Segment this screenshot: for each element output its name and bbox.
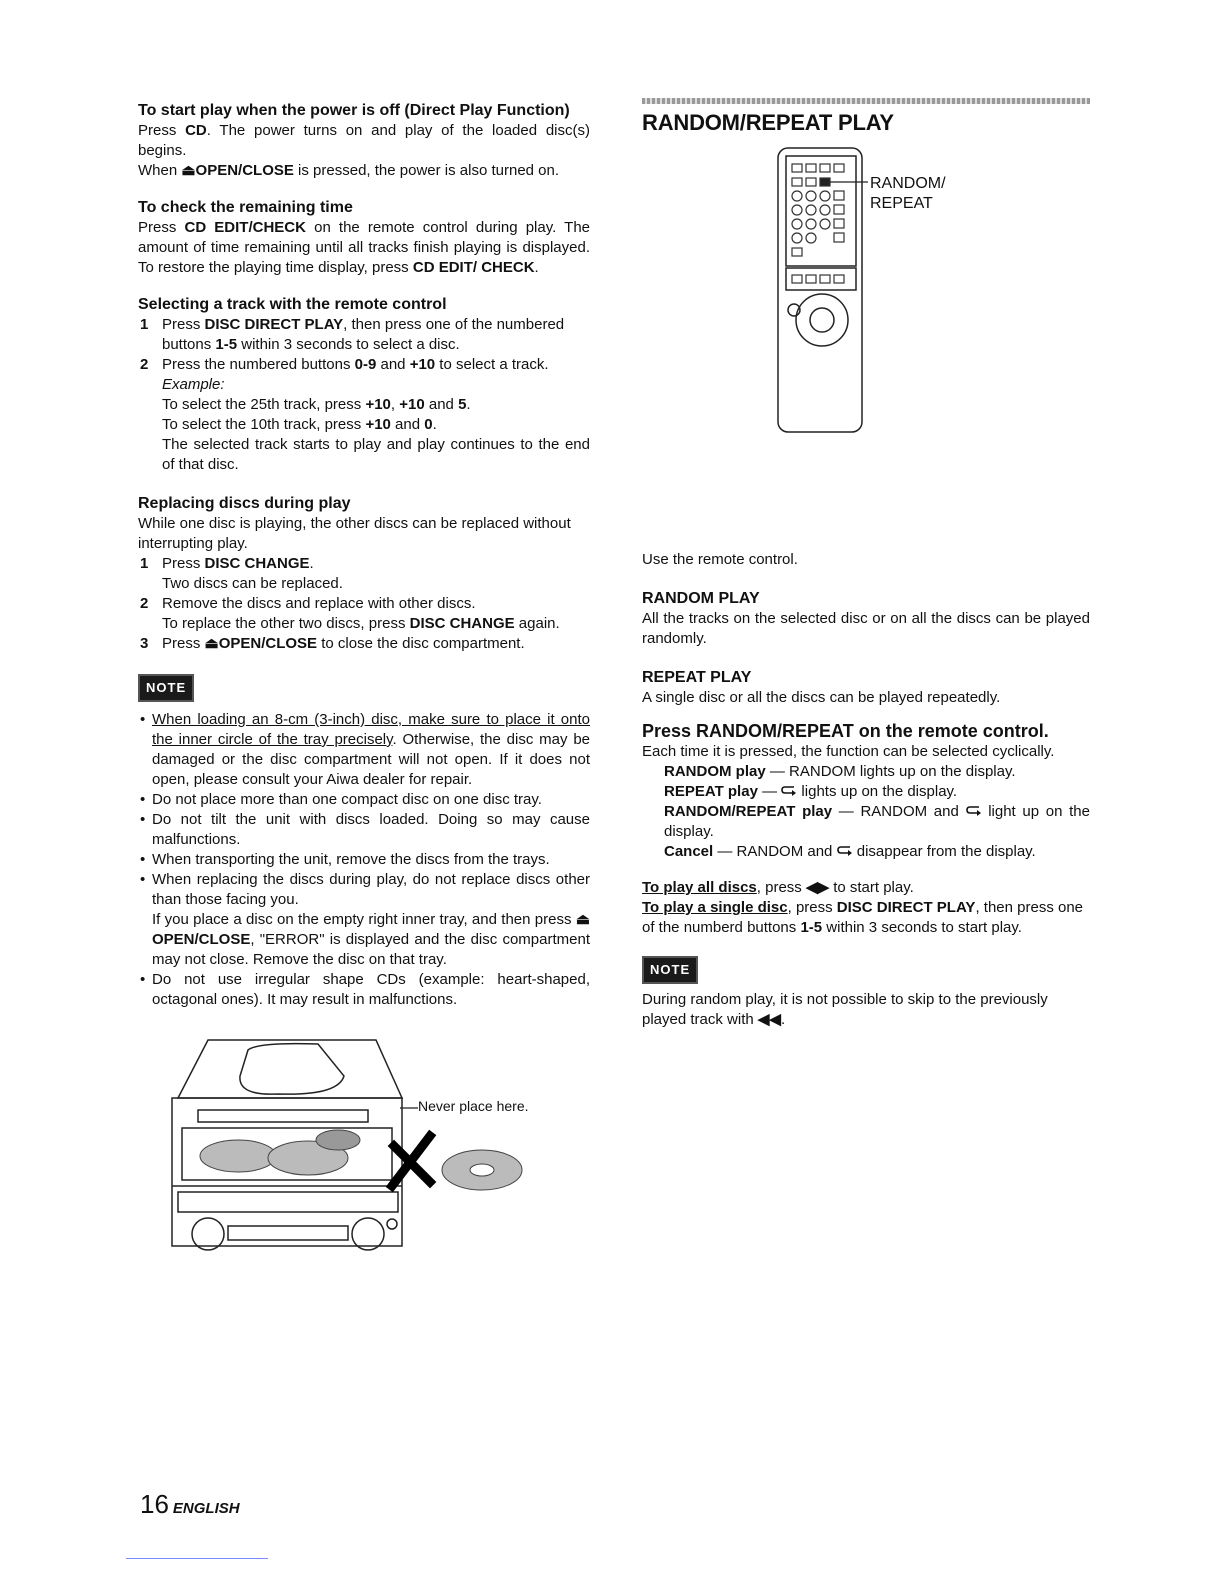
replacing-section [138, 493, 590, 654]
replacing-step-3: 3 Press ⏏OPEN/CLOSE to close the disc compartment. [140, 635, 525, 652]
remaining-time-section [138, 197, 590, 278]
footer-line [126, 1558, 268, 1559]
random-play-section [642, 588, 1090, 649]
random-repeat-label-2: REPEAT [870, 195, 933, 212]
replacing-step-1: 1 Press DISC CHANGE. Two discs can be replaced. [138, 554, 590, 594]
page-title: RANDOM/REPEAT PLAY [642, 110, 894, 135]
mode-random: RANDOM play — RANDOM lights up on the display. [664, 763, 1016, 780]
remaining-time-text: Press CD EDIT/CHECK on the remote control during play. The amount of time remaining until all tracks finish playing is displayed. To restore the playing time display, press CD EDIT/ CHECK. [138, 219, 590, 276]
example-line-1: To select the 25th track, press +10, +10 and 5. [162, 396, 471, 413]
play-instructions [642, 878, 1090, 938]
press-heading: Press RANDOM/REPEAT on the remote control. [642, 721, 1049, 741]
note-badge: NOTE [138, 674, 194, 702]
right-note-section [642, 956, 1090, 1030]
play-single-disc: To play a single disc, press DISC DIRECT PLAY, then press one of the numberd buttons 1-5 within 3 seconds to start play. [642, 899, 1084, 936]
press-random-repeat-section [642, 720, 1090, 862]
direct-play-section [138, 100, 590, 181]
direct-play-open-close-text: When ⏏OPEN/CLOSE is pressed, the power is also turned on. [138, 162, 560, 179]
play-all-discs: To play all discs, press ◀▶ to start play. [642, 879, 914, 896]
left-note-section [138, 674, 590, 1010]
remote-illustration [642, 144, 1090, 474]
right-note-text: During random play, it is not possible to skip to the previously played track with ◀◀. [642, 991, 1048, 1028]
note-item: • When replacing the discs during play, do not replace discs other than those facing you. If you place a disc on the empty right inner tray, and then press ⏏ OPEN/CLOSE, "ERROR" is displayed and the disc compartment may not close. Remove the disc on that tray. [138, 870, 590, 970]
never-place-label: Never place here. [418, 1098, 529, 1114]
repeat-play-section [642, 667, 1090, 708]
play-pause-icon: ◀▶ [805, 879, 830, 896]
example-line-3: The selected track starts to play and play continues to the end of that disc. [162, 436, 590, 473]
direct-play-text: Press CD. The power turns on and play of the loaded disc(s) begins. [138, 122, 590, 159]
repeat-icon [781, 784, 797, 796]
select-track-section [138, 294, 590, 475]
mode-cancel: Cancel — RANDOM and disappear from the display. [664, 843, 1036, 860]
example-label: Example: [162, 376, 225, 393]
title-rule [642, 98, 1090, 104]
mode-repeat: REPEAT play — lights up on the display. [664, 783, 958, 800]
replacing-intro: While one disc is playing, the other discs can be replaced without interrupting play. [138, 515, 571, 552]
press-intro: Each time it is pressed, the function can be selected cyclically. [642, 743, 1055, 760]
repeat-play-text: A single disc or all the discs can be played repeatedly. [642, 689, 1001, 706]
replacing-heading: Replacing discs during play [138, 495, 351, 512]
replacing-step-2: 2 Remove the discs and replace with other discs. To replace the other two discs, press DISC CHANGE again. [138, 594, 590, 634]
remote-callout [870, 174, 946, 214]
replacing-step-2-sub: To replace the other two discs, press DISC CHANGE again. [162, 615, 560, 632]
remaining-time-heading: To check the remaining time [138, 199, 353, 216]
stereo-unit-illustration [168, 1036, 568, 1256]
replacing-step-1-sub: Two discs can be replaced. [162, 575, 343, 592]
select-track-heading: Selecting a track with the remote control [138, 296, 447, 313]
repeat-icon [837, 844, 853, 856]
note-item: • Do not place more than one compact disc on one disc tray. [138, 790, 590, 810]
note-item: • Do not use irregular shape CDs (example: heart-shaped, octagonal ones). It may result in malfunctions. [138, 970, 590, 1010]
repeat-play-heading: REPEAT PLAY [642, 669, 752, 686]
left-column [138, 100, 590, 1010]
note-item-sub: If you place a disc on the empty right inner tray, and then press ⏏ OPEN/CLOSE, "ERROR" is displayed and the disc compartment may not close. Remove the disc on that tray. [152, 911, 590, 968]
random-play-heading: RANDOM PLAY [642, 590, 760, 607]
random-play-text: All the tracks on the selected disc or on all the discs can be played randomly. [642, 610, 1090, 647]
skip-back-icon: ◀◀ [757, 1011, 781, 1028]
random-repeat-label-1: RANDOM/ [870, 175, 946, 192]
page-footer [140, 1489, 240, 1519]
direct-play-heading: To start play when the power is off (Direct Play Function) [138, 102, 570, 119]
note-item: • When transporting the unit, remove the discs from the trays. [138, 850, 590, 870]
stereo-unit-drawing [168, 1036, 568, 1256]
note-item: • When loading an 8-cm (3-inch) disc, make sure to place it onto the inner circle of the tray precisely. Otherwise, the disc may be damaged or the disc compartment will not open. If it does not open, please consult your Aiwa dealer for repair. [138, 710, 590, 790]
note-badge: NOTE [642, 956, 698, 984]
select-track-step-1: 1 Press DISC DIRECT PLAY, then press one of the numbered buttons 1-5 within 3 seconds to select a disc. [140, 316, 565, 353]
right-column [642, 98, 1090, 1030]
use-remote-text: Use the remote control. [642, 551, 798, 568]
example-line-2: To select the 10th track, press +10 and 0. [162, 416, 437, 433]
mode-random-repeat: RANDOM/REPEAT play — RANDOM and light up on the display. [664, 803, 1090, 840]
note-item: • Do not tilt the unit with discs loaded. Doing so may cause malfunctions. [138, 810, 590, 850]
repeat-icon [966, 804, 982, 816]
language-label: ENGLISH [172, 1500, 240, 1517]
select-track-step-2: 2 Press the numbered buttons 0-9 and +10 to select a track. Example: To select the 25th track, press +10, +10 and 5. To select the 10th track, press +10 and 0. The selected track starts to play and play continues to the end of that disc. [140, 356, 590, 473]
page-number: 16 [140, 1489, 169, 1519]
